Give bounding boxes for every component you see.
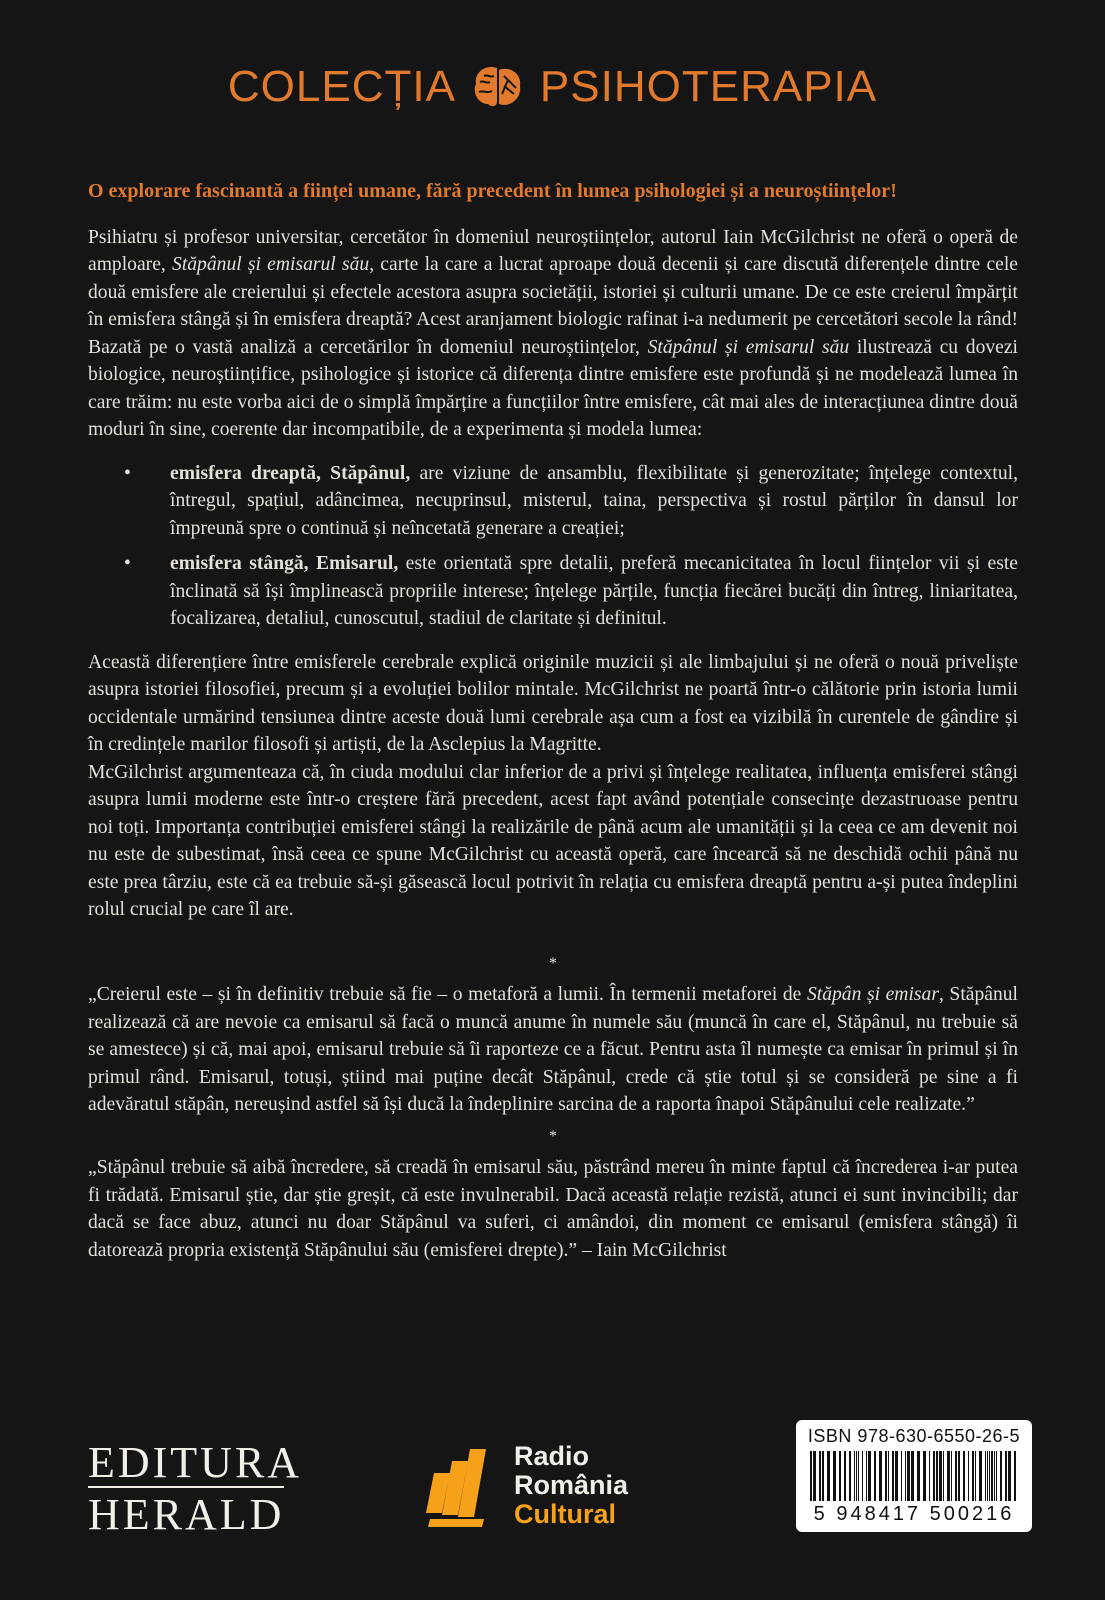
barcode-bar [947, 1451, 950, 1501]
barcode-bar [858, 1451, 859, 1501]
barcode-bar [933, 1451, 935, 1501]
barcode-bar [972, 1451, 974, 1501]
barcode-icon [806, 1451, 1022, 1501]
barcode-bar [943, 1451, 944, 1501]
barcode-bar [895, 1451, 898, 1501]
barcode-bar [905, 1451, 906, 1501]
publisher-line1: EDITURA [88, 1438, 303, 1487]
barcode-bar [833, 1451, 836, 1501]
book-title: Stăpânul și emisarul său [172, 254, 370, 275]
barcode-bar [1005, 1451, 1007, 1501]
barcode-bar [985, 1451, 986, 1501]
barcode-bar [868, 1451, 871, 1501]
barcode-bar [975, 1451, 976, 1501]
barcode-bar [1008, 1451, 1011, 1501]
partner-logo [422, 1442, 628, 1529]
barcode-bar [963, 1451, 965, 1501]
barcode-bar [907, 1451, 910, 1501]
footer-logos [0, 1420, 1105, 1570]
barcode-bar [849, 1451, 851, 1501]
barcode-bar [968, 1451, 969, 1501]
series-left-word: COLECȚIA [227, 62, 456, 111]
barcode-bar [911, 1451, 914, 1501]
barcode-bar [901, 1451, 902, 1501]
isbn-barcode [796, 1420, 1032, 1532]
quote-1: „Creierul este – și în definitiv trebuie să fie – o metaforă a lumii. În termenii metaforei de Stăpân și emisar, Stăpânul realizează că are nevoie ca emisarul să facă o muncă anume în numele său (muncă în care el, Stăpânul, nu trebuie să se amestece) și că, mai apoi, emisarul trebuie să îi raporteze ce a făcut. Pentru asta îl numește ca emisar în primul și în primul rând. Emisarul, totuși, știind mai puține decât Stăpânul, crede că știe totul și se consideră pe sine a fi adevăratul stăpân, nereușind astfel să își ducă la îndeplinire sarcina de a raporta înapoi Stăpânului cele realizate.” [88, 984, 1018, 1115]
barcode-bar [939, 1451, 942, 1501]
barcode-bar [958, 1451, 960, 1501]
back-cover-text [88, 178, 1018, 1264]
barcode-bar [951, 1451, 952, 1501]
barcode-number: 5 948417 500216 [813, 1503, 1015, 1525]
series-header [0, 62, 1105, 112]
barcode-bar [813, 1451, 816, 1501]
barcode-bar [979, 1451, 982, 1501]
list-item: • emisfera stângă, Emisarul, este orientată spre detalii, preferă mecanicitatea în locul ființelor vii și este înclinată să își împlinească propriile interese; înțelege părțile, funcția fiecărei bucăți din întreg, liniaritatea, focalizarea, detaliul, cunoscutul, stadiul de claritate și definitul. [170, 550, 1018, 633]
barcode-bar [923, 1451, 926, 1501]
barcode-bar [827, 1451, 830, 1501]
barcode-bar [1000, 1451, 1002, 1501]
series-right-word: PSIHOTERAPIA [539, 62, 878, 111]
intro-paragraph: Psihiatru și profesor universitar, cercetător în domeniul neuroștiințelor, autorul Iain McGilchrist ne oferă o operă de amploare, Stăpânul și emisarul său, carte la care a lucrat aproape două decenii și care discută diferențele dintre cele două emisfere ale creierului și efectele acestora asupra societății, istoriei și culturii umane. De ce este creierul împărțit în emisfera stângă și în emisfera dreaptă? Acest aranjament biologic rafinat i-a nedumerit pe cercetători secole la rând! Bazată pe o vastă analiză a cercetărilor în domeniul neuroștiințelor, Stăpânul și emisarul său ilustrează cu dovezi biologice, neuroștiințifice, psihologice și istorice că diferența dintre emisfere este profundă și ne modelează lumea în care trăim: nu este vorba aici de o simplă împărțire a funcțiilor între emisfere, cât mai ales de interacțiunea dintre două moduri în sine, coerente dar incompatibile, de a experimenta și modela lumea: [88, 226, 1019, 440]
hemisphere-list [88, 460, 1018, 633]
barcode-bar [955, 1451, 957, 1501]
book-title: Stăpânul și emisarul său [647, 336, 850, 358]
barcode-bar [856, 1451, 857, 1501]
barcode-bar [929, 1451, 930, 1501]
barcode-bar [874, 1451, 876, 1501]
publisher-logo [88, 1440, 302, 1538]
barcode-bar [936, 1451, 938, 1501]
barcode-bar [989, 1451, 990, 1501]
isbn-label: ISBN 978-630-6550-26-5 [807, 1426, 1021, 1446]
barcode-bar [862, 1451, 863, 1501]
barcode-bar [844, 1451, 846, 1501]
publisher-line2: HERALD [88, 1486, 284, 1538]
barcode-bar [839, 1451, 841, 1501]
barcode-bar [991, 1451, 993, 1501]
barcode-bar [1014, 1451, 1016, 1501]
barcode-bar [892, 1451, 894, 1501]
barcode-bar [854, 1451, 855, 1501]
bullet-icon: • [124, 553, 131, 574]
paragraph-argument: McGilchrist argumenteaza că, în ciuda modului clar inferior de a privi și înțelege realitatea, influența emisferei stângi asupra lumii moderne este într-o creștere fără precedent, acest fapt având potențiale consecințe dezastruoase pentru noi toți. Importanța contribuției emisferei stângi la realizările de până acum ale umanității și la ceea ce am devenit noi nu este de subestimat, însă ceea ce spune McGilchrist cu această operă, care încearcă să ne deschidă ochii până nu este prea târziu, este că ea trebuie să-și găsească locul potrivit în relația cu emisfera dreaptă pentru a-și putea îndeplini rolul crucial pe care îl are. [88, 761, 1018, 920]
separator-star: * [549, 954, 557, 972]
radio-romania-logo-icon [422, 1443, 502, 1529]
barcode-bar [879, 1451, 882, 1501]
list-item: • emisfera dreaptă, Stăpânul, are viziune de ansamblu, flexibilitate și generozitate; înțelege contextul, întregul, spațiul, adâncimea, necuprinsul, misterul, taina, perspectiva și rostul părților în dansul lor împreună spre o continuă și neîncetată generare a creației; [170, 460, 1018, 543]
barcode-bar [917, 1451, 920, 1501]
brain-leaf-icon [470, 62, 526, 112]
paragraph-origins: Această diferențiere între emisferele cerebrale explică originile muzicii și ale limbajului și ne oferă o nouă priveliște asupra istoriei filosofiei, precum și a evoluției bolilor mintale. McGilchrist ne poartă într-o călătorie prin istoria lumii occidentale urmărind tensiunea dintre aceste două lumi cerebrale așa cum a fost ea vizibilă în curentele de gândire și în credințele marilor filosofi și artiști, de la Asclepius la Magritte. [88, 651, 1018, 755]
barcode-bar [888, 1451, 889, 1501]
barcode-bar [819, 1451, 821, 1501]
bullet-icon: • [124, 462, 131, 484]
partner-name: Radio România Cultural [514, 1441, 629, 1529]
tagline: O explorare fascinantă a ființei umane, fără precedent în lumea psihologiei și a neuroștiințelor! [88, 180, 897, 202]
barcode-bar [866, 1451, 867, 1501]
barcode-bar [987, 1451, 988, 1501]
barcode-bar [885, 1451, 887, 1501]
barcode-bar [994, 1451, 995, 1501]
quote-2: „Stăpânul trebuie să aibă încredere, să creadă în emisarul său, păstrând mereu în minte faptul că încrederea i-ar putea fi trădată. Emisarul știe, dar știe greșit, că este invulnerabil. Dacă această relație rezistă, atunci ei sunt invincibili; dar dacă se face abuz, atunci nu doar Stăpânul va suferi, ci amândoi, din moment ce emisarul (emisfera stângă) îi datorează propria existență Stăpânului său (emisferei drepte).” – Iain McGilchrist [88, 1157, 1018, 1261]
barcode-bar [822, 1451, 824, 1501]
separator-star: * [549, 1127, 557, 1145]
quote-title: Stăpân și emisar [806, 984, 939, 1005]
barcode-bar [810, 1451, 812, 1501]
barcode-bar [996, 1451, 997, 1501]
